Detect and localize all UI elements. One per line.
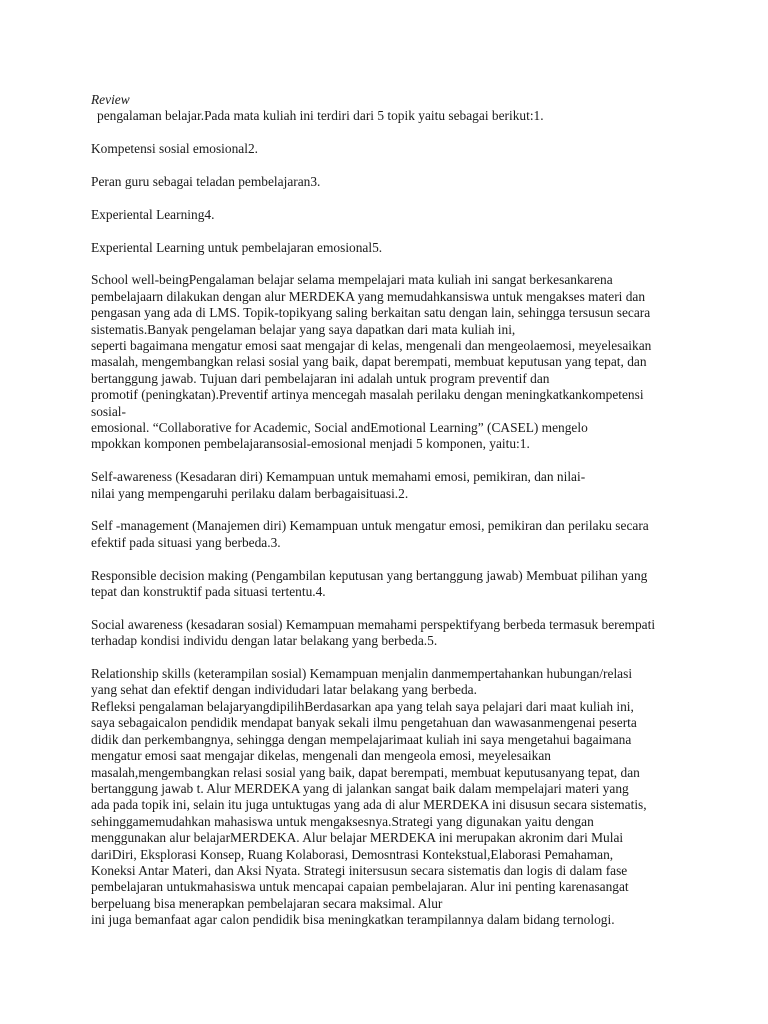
text-line: promotif (peningkatan).Preventif artinya mencegah masalah perilaku dengan meningkatkankompetensi: [91, 387, 644, 403]
text-line: Self-awareness (Kesadaran diri) Kemampuan untuk memahami emosi, pemikiran, dan nilai-: [91, 469, 586, 485]
text-line: sehinggamemudahkan mahasiswa untuk mengaksesnya.Strategi yang digunakan yaitu dengan: [91, 813, 594, 829]
text-line: tepat dan konstruktif pada situasi tertentu.4.: [91, 584, 326, 600]
text-line: emosional. “Collaborative for Academic, Social andEmotional Learning” (CASEL) mengelo: [91, 420, 588, 436]
text-line: menggunakan alur belajarMERDEKA. Alur belajar MERDEKA ini merupakan akronim dari Mulai: [91, 830, 624, 846]
text-line: Kompetensi sosial emosional2.: [91, 141, 258, 157]
text-line: Peran guru sebagai teladan pembelajaran3.: [91, 174, 321, 189]
text-line: sistematis.Banyak pengelaman belajar yang saya dapatkan dari mata kuliah ini,: [91, 321, 516, 337]
text-line: saya sebagaicalon pendidik mendapat banyak sekali ilmu pengetahuan dan wawasanmengenai peserta: [91, 715, 637, 731]
paragraph-gap: [91, 600, 681, 616]
paragraph: [91, 699, 681, 929]
paragraph: [91, 272, 681, 452]
text-line: Koneksi Antar Materi, dan Aksi Nyata. Strategi initersusun secara sistematis dan logis di dalam fase: [91, 862, 628, 878]
text-line: berpeluang bisa menerapkan pembelajaran secara maksimal. Alur: [91, 895, 443, 911]
document-body: [91, 92, 681, 929]
text-line: mpokkan komponen pembelajaransosial-emosional menjadi 5 komponen, yaitu:1.: [91, 436, 530, 452]
text-line: ini juga bemanfaat agar calon pendidik bisa meningkatkan terampilannya dalam bidang ternologi.: [91, 912, 615, 928]
text-line: pembelajaran untukmahasiswa untuk mencapai capaian pembelajaran. Alur ini penting karenasangat: [91, 879, 629, 895]
text-line: Experiental Learning untuk pembelajaran emosional5.: [91, 239, 383, 255]
text-line: Refleksi pengalaman belajaryangdipilihBerdasarkan apa yang telah saya pelajari dari maat kuliah ini,: [91, 698, 634, 714]
text-line: mengatur emosi saat mengajar dikelas, mengenali dan mengeola emosi, meyelesaikan: [91, 748, 551, 764]
paragraph: [91, 207, 681, 223]
text-line: pembelajaarn dilakukan dengan alur MERDEKA yang memudahkansiswa untuk mengakses materi dan: [91, 288, 646, 304]
text-line: School well-beingPengalaman belajar selama mempelajari mata kuliah ini sangat berkesankarena: [91, 272, 613, 288]
paragraph-gap: [91, 158, 681, 174]
text-line: bertanggung jawab t. Alur MERDEKA yang di jalankan sangat baik dalam mempelajari materi yang: [91, 780, 629, 796]
text-line: sosial-: [91, 403, 126, 419]
paragraph-gap: [91, 125, 681, 141]
paragraph-gap: [91, 223, 681, 239]
text-line: masalah,mengembangkan relasi sosial yang baik, dapat berempati, membuat keputusanyang tepat, dan: [91, 764, 640, 780]
paragraph: [91, 568, 681, 601]
paragraph-gap: [91, 650, 681, 666]
text-line: seperti bagaimana mengatur emosi saat mengajar di kelas, mengenali dan mengeolaemosi, meyelesaikan: [91, 338, 652, 354]
text-line: Experiental Learning4.: [91, 206, 215, 222]
paragraph: [91, 518, 681, 551]
paragraph: [91, 108, 681, 124]
paragraph: [91, 240, 681, 256]
paragraph: [91, 174, 681, 190]
paragraph-gap: [91, 502, 681, 518]
paragraph-gap: [91, 256, 681, 272]
paragraph-gap: [91, 190, 681, 206]
text-line: dariDiri, Eksplorasi Konsep, Ruang Kolaborasi, Demosntrasi Kontekstual,Elaborasi Pemahaman,: [91, 846, 614, 862]
text-line: yang sehat dan efektif dengan individudari latar belakang yang berbeda.: [91, 682, 477, 698]
paragraph: [91, 666, 681, 699]
text-line: didik dan perkembangnya, sehingga dengan mempelajarimaat kuliah ini saya mengetahui bagaimana: [91, 731, 632, 747]
text-line: Self -management (Manajemen diri) Kemampuan untuk mengatur emosi, pemikiran dan perilaku secara: [91, 518, 649, 534]
paragraph: [91, 469, 681, 502]
paragraph-gap: [91, 453, 681, 469]
text-line: masalah, mengembangkan relasi sosial yang baik, dapat berempati, membuat keputusan yang tepat, dan: [91, 354, 647, 370]
text-line: Social awareness (kesadaran sosial) Kemampuan memahami perspektifyang berbeda termasuk berempati: [91, 616, 656, 632]
text-line: bertanggung jawab. Tujuan dari pembelajaran ini adalah untuk program preventif dan: [91, 370, 550, 386]
paragraph: [91, 617, 681, 650]
text-line: pengasan yang ada di LMS. Topik-topikyang saling berkaitan satu dengan lain, sehingga tersusun secara: [91, 305, 651, 321]
document-title: Review: [91, 92, 130, 107]
text-line: Responsible decision making (Pengambilan keputusan yang bertanggung jawab) Membuat pilihan yang: [91, 567, 648, 583]
paragraph: [91, 141, 681, 157]
paragraph-gap: [91, 551, 681, 567]
text-line: nilai yang mempengaruhi perilaku dalam berbagaisituasi.2.: [91, 485, 409, 501]
text-line: terhadap kondisi individu dengan latar belakang yang berbeda.5.: [91, 633, 438, 649]
text-line: ada pada topik ini, selain itu juga untuktugas yang ada di alur MERDEKA ini disusun secara sistematis,: [91, 797, 647, 813]
text-line: efektif pada situasi yang berbeda.3.: [91, 534, 281, 550]
text-line: pengalaman belajar.Pada mata kuliah ini terdiri dari 5 topik yaitu sebagai berikut:1.: [97, 108, 544, 124]
text-line: Relationship skills (keterampilan sosial) Kemampuan menjalin danmempertahankan hubungan/relasi: [91, 666, 633, 682]
